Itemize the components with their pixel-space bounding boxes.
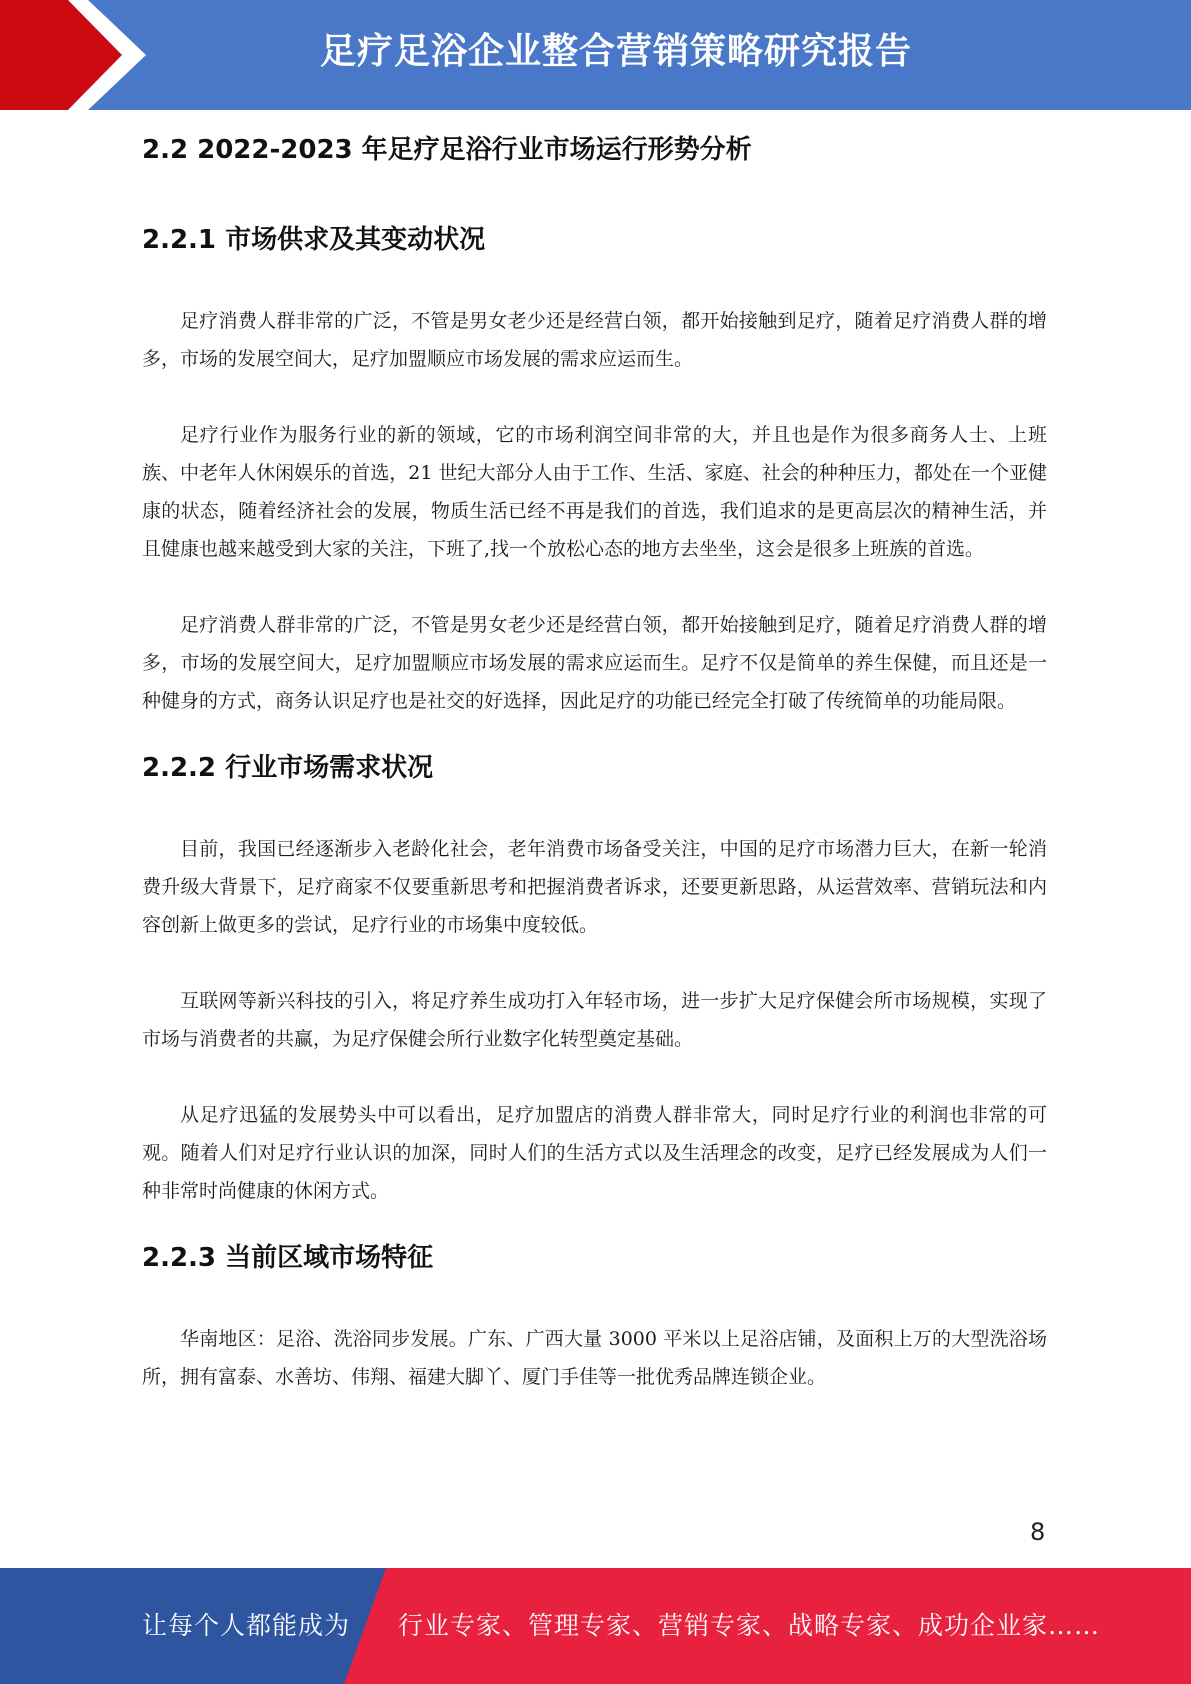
subsection-heading-2-2-3: 2.2.3 当前区域市场特征 [142, 1243, 434, 1273]
header-arrow-decoration [0, 0, 160, 110]
footer-slogan-left: 让每个人都能成为 [142, 1611, 351, 1640]
page-number: 8 [1030, 1518, 1046, 1546]
paragraph: 从足疗迅猛的发展势头中可以看出，足疗加盟店的消费人群非常大，同时足疗行业的利润也非常的可观。随着人们对足疗行业认识的加深，同时人们的生活方式以及生活理念的改变，足疗已经发展成为人们一种非常时尚健康的休闲方式。 [142, 1104, 1047, 1202]
subsection-heading-2-2-2: 2.2.2 行业市场需求状况 [142, 753, 434, 783]
paragraph: 华南地区：足浴、洗浴同步发展。广东、广西大量 3000 平米以上足浴店铺，及面积上万的大型洗浴场所，拥有富泰、水善坊、伟翔、福建大脚丫、厦门手佳等一批优秀品牌连锁企业。 [142, 1328, 1047, 1388]
paragraph: 目前，我国已经逐渐步入老龄化社会，老年消费市场备受关注，中国的足疗市场潜力巨大，在新一轮消费升级大背景下，足疗商家不仅要重新思考和把握消费者诉求，还要更新思路，从运营效率、营销玩法和内容创新上做更多的尝试，足疗行业的市场集中度较低。 [142, 838, 1047, 936]
subsection-heading-2-2-1: 2.2.1 市场供求及其变动状况 [142, 225, 486, 255]
paragraph: 足疗行业作为服务行业的新的领域，它的市场利润空间非常的大，并且也是作为很多商务人士、上班族、中老年人休闲娱乐的首选，21 世纪大部分人由于工作、生活、家庭、社会的种种压力，都处在一个亚健康的状态，随着经济社会的发展，物质生活已经不再是我们的首选，我们追求的是更高层次的精神生活，并且健康也越来越受到大家的关注，下班了,找一个放松心态的地方去坐坐，这会是很多上班族的首选。 [142, 424, 1047, 560]
section-heading-2-2: 2.2 2022-2023 年足疗足浴行业市场运行形势分析 [142, 135, 752, 165]
footer-slogan-right: 行业专家、管理专家、营销专家、战略专家、成功企业家…… [398, 1611, 1101, 1640]
paragraph: 足疗消费人群非常的广泛，不管是男女老少还是经营白领，都开始接触到足疗，随着足疗消费人群的增多，市场的发展空间大，足疗加盟顺应市场发展的需求应运而生。足疗不仅是简单的养生保健，而且还是一种健身的方式，商务认识足疗也是社交的好选择，因此足疗的功能已经完全打破了传统简单的功能局限。 [142, 614, 1047, 712]
paragraph: 足疗消费人群非常的广泛，不管是男女老少还是经营白领，都开始接触到足疗，随着足疗消费人群的增多，市场的发展空间大，足疗加盟顺应市场发展的需求应运而生。 [142, 310, 1047, 370]
page-header [0, 0, 1191, 110]
paragraph: 互联网等新兴科技的引入，将足疗养生成功打入年轻市场，进一步扩大足疗保健会所市场规模，实现了市场与消费者的共赢，为足疗保健会所行业数字化转型奠定基础。 [142, 990, 1047, 1050]
page-content [142, 130, 1047, 1396]
page-footer [0, 1568, 1191, 1684]
report-title: 足疗足浴企业整合营销策略研究报告 [320, 31, 913, 72]
